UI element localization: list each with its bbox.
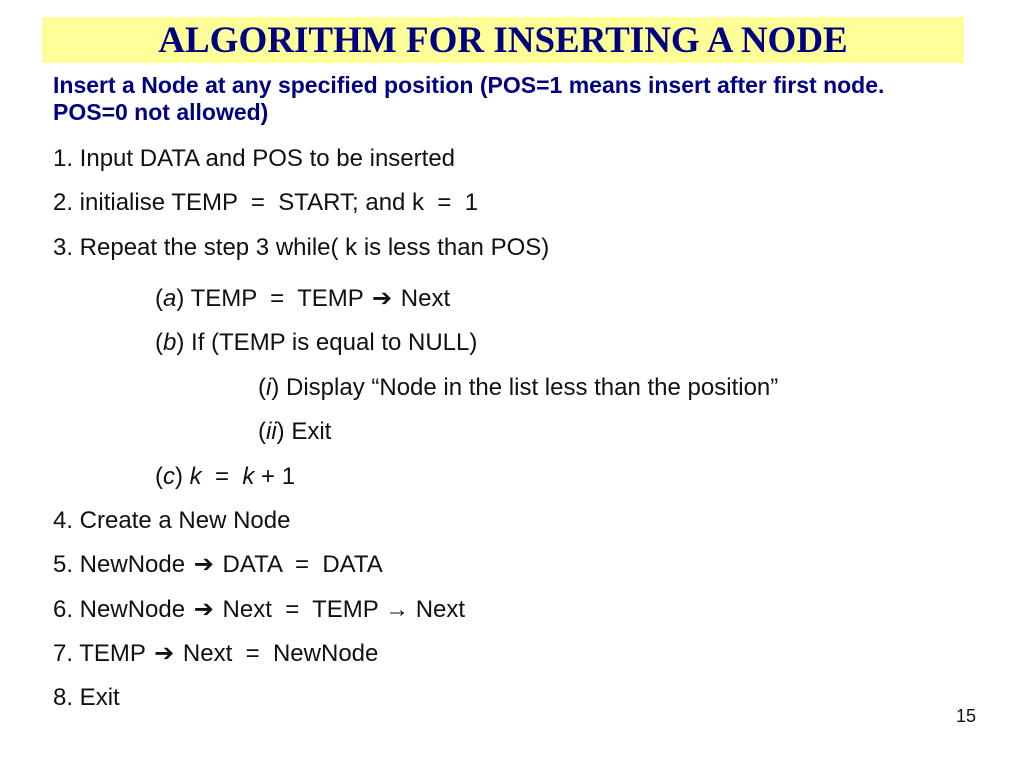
- step-3b-text: If (TEMP is equal to NULL): [184, 329, 478, 356]
- arrow-right-icon: ➔: [193, 596, 214, 623]
- title-bar: [42, 17, 964, 63]
- step-6-head: 6. NewNode: [53, 596, 192, 623]
- step-2: 2. initialise TEMP = START; and k = 1: [53, 189, 479, 216]
- step-7: [53, 640, 378, 668]
- step-3b: (b) If (TEMP is equal to NULL): [155, 329, 478, 356]
- page-number: 15: [955, 706, 976, 726]
- step-3b-i-text: Display “Node in the list less than the position”: [279, 374, 779, 401]
- step-3b-i-letter: i: [266, 374, 272, 401]
- step-3a-letter: a: [163, 285, 177, 312]
- step-3a-text: TEMP = TEMP: [184, 285, 370, 312]
- arrow-right-icon: ➔: [371, 285, 393, 312]
- slide-subtitle: Insert a Node at any specified position (POS=1 means insert after first node. POS=0 not allowed): [53, 72, 885, 125]
- step-3c-tail: + 1: [254, 463, 296, 490]
- step-4: 4. Create a New Node: [53, 507, 291, 534]
- step-7-tail: Next = NewNode: [176, 640, 379, 667]
- step-6-tail: Next = TEMP → Next: [215, 596, 466, 623]
- step-5-tail: DATA = DATA: [215, 551, 383, 578]
- step-3b-i: (i) Display “Node in the list less than the position”: [258, 374, 779, 401]
- slide-title: ALGORITHM FOR INSERTING A NODE: [158, 19, 848, 61]
- step-3c-eq: =: [201, 463, 243, 490]
- step-3b-ii-letter: ii: [266, 418, 277, 445]
- step-3c-k2: k: [242, 463, 255, 490]
- step-6: [53, 596, 465, 624]
- step-5: [53, 551, 383, 579]
- step-3b-letter: b: [163, 329, 177, 356]
- step-1: 1. Input DATA and POS to be inserted: [53, 145, 456, 172]
- arrow-right-icon: ➔: [193, 551, 214, 578]
- step-3a: (a) TEMP = TEMP ➔ Next: [155, 285, 451, 312]
- step-3c: (c) k = k + 1: [155, 463, 296, 490]
- step-5-head: 5. NewNode: [53, 551, 192, 578]
- step-8: 8. Exit: [53, 684, 120, 711]
- step-3: 3. Repeat the step 3 while( k is less than POS): [53, 234, 550, 261]
- step-3b-ii: (ii) Exit: [258, 418, 332, 445]
- step-3c-letter: c: [163, 463, 175, 490]
- arrow-right-icon: ➔: [154, 640, 175, 667]
- step-3c-k1: k: [189, 463, 202, 490]
- step-7-head: 7. TEMP: [53, 640, 153, 667]
- step-3b-ii-text: Exit: [284, 418, 332, 445]
- step-3a-tail: Next: [394, 285, 451, 312]
